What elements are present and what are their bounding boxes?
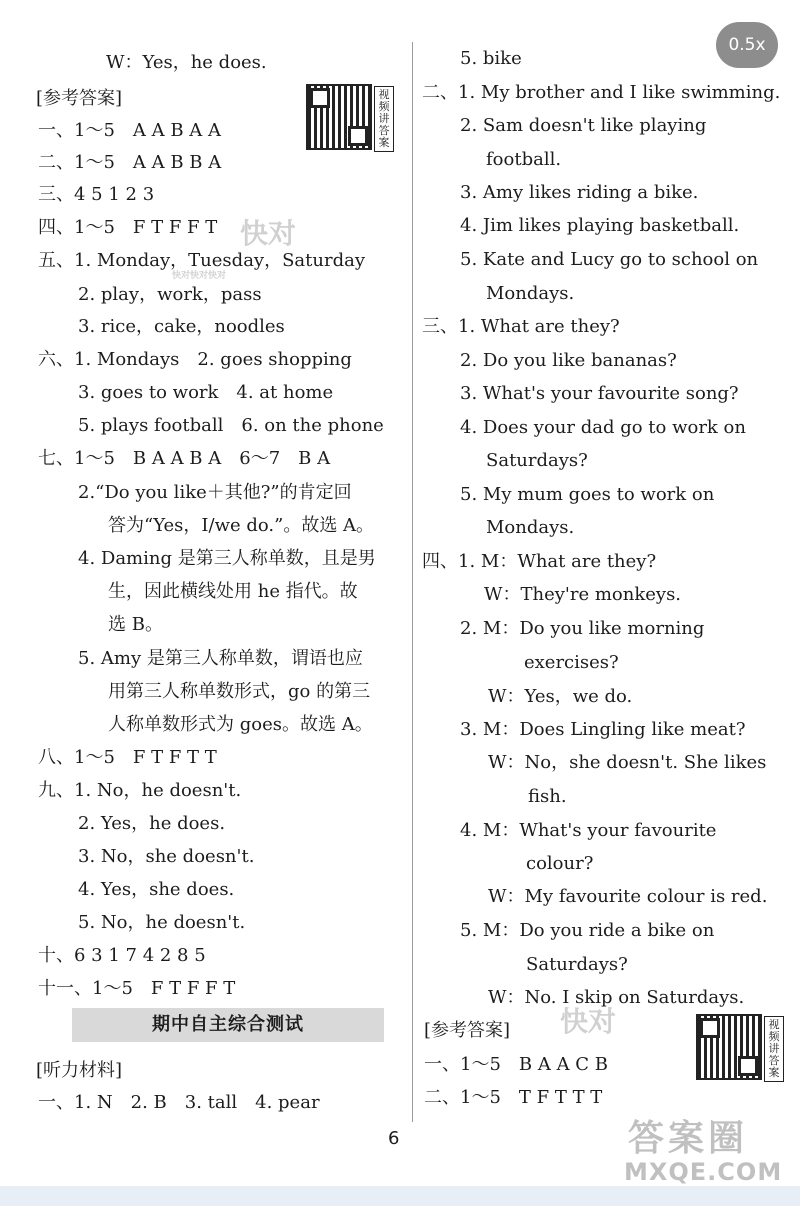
column-divider <box>412 42 413 1122</box>
answer-line: 5. plays football 6. on the phone <box>78 415 384 436</box>
answer-line: Saturdays? <box>486 450 588 471</box>
dialogue-line: W：No，she doesn't. She likes <box>488 752 767 773</box>
answer-line: 二、1. My brother and I like swimming. <box>422 82 781 103</box>
zoom-level-badge[interactable]: 0.5x <box>716 22 778 68</box>
right-column <box>418 0 800 1150</box>
dialogue-line: 2. M：Do you like morning <box>460 618 705 639</box>
explanation-line: 用第三人称单数形式，go 的第三 <box>108 681 371 702</box>
qr-video-label: 视频讲答案 <box>374 86 394 152</box>
site-watermark-chinese: 答案圈 <box>628 1118 749 1159</box>
answer-line: 三、1. What are they? <box>422 316 620 337</box>
page-number: 6 <box>388 1128 400 1149</box>
answer-line: 五、1. Monday，Tuesday，Saturday <box>38 250 366 271</box>
kuaidui-watermark: 快对 <box>240 217 297 250</box>
answer-line: 3. rice，cake，noodles <box>78 316 285 337</box>
site-watermark <box>620 1108 796 1190</box>
section-header-reference-answers: [参考答案] <box>36 88 123 109</box>
site-watermark-url: MXQE.COM <box>624 1158 783 1186</box>
kuaidui-small-watermark: 快对快对快对 <box>172 271 227 281</box>
answer-line: 5. Kate and Lucy go to school on <box>460 249 759 270</box>
answer-line: 一、1～5 B A A C B <box>424 1054 609 1075</box>
answer-line: 2. play，work，pass <box>78 284 262 305</box>
answer-line: 六、1. Mondays 2. goes shopping <box>38 349 352 370</box>
answer-line: 十一、1～5 F T F F T <box>38 978 236 999</box>
answer-line: Mondays. <box>486 517 575 538</box>
answer-line: 4. Yes，she does. <box>78 879 235 900</box>
dialogue-line: W：No. I skip on Saturdays. <box>488 987 745 1008</box>
answer-line: 一、1～5 A A B A A <box>38 120 222 141</box>
explanation-line: 选 B。 <box>108 614 163 635</box>
section-header-reference-answers: [参考答案] <box>424 1020 511 1041</box>
dialogue-line: 四、1. M：What are they? <box>422 551 657 572</box>
answer-line: 3. No，she doesn't. <box>78 846 255 867</box>
answer-line: 二、1～5 A A B B A <box>38 152 222 173</box>
answer-line: 4. Does your dad go to work on <box>460 417 746 438</box>
kuaidui-watermark: 快对 <box>560 1005 617 1038</box>
dialogue-line: 3. M：Does Lingling like meat? <box>460 719 746 740</box>
answer-line: 八、1～5 F T F T T <box>38 747 217 768</box>
answer-line: football. <box>486 149 562 170</box>
dialogue-line: W：They're monkeys. <box>484 584 682 605</box>
answer-line: 3. goes to work 4. at home <box>78 382 334 403</box>
dialogue-line: colour? <box>526 853 594 874</box>
explanation-line: 5. Amy 是第三人称单数，谓语也应 <box>78 648 363 669</box>
midterm-test-banner: 期中自主综合测试 <box>72 1008 384 1042</box>
answer-line: 5. No，he doesn't. <box>78 912 246 933</box>
answer-line: 5. My mum goes to work on <box>460 484 715 505</box>
explanation-line: 答为“Yes，I/we do.”。故选 A。 <box>108 515 375 536</box>
answer-line: 3. Amy likes riding a bike. <box>460 182 699 203</box>
answer-line: 十、6 3 1 7 4 2 8 5 <box>38 945 206 966</box>
answer-line: 2. Yes，he does. <box>78 813 226 834</box>
dialogue-line: W：Yes，we do. <box>488 686 633 707</box>
dialogue-line: W：My favourite colour is red. <box>488 886 768 907</box>
dialogue-line: exercises? <box>524 652 619 673</box>
explanation-line: 4. Daming 是第三人称单数，且是男 <box>78 548 376 569</box>
dialogue-line: 5. M：Do you ride a bike on <box>460 920 715 941</box>
answer-line: 四、1～5 F T F F T <box>38 217 218 238</box>
answer-line: 5. bike <box>460 48 522 69</box>
answer-line: 一、1. N 2. B 3. tall 4. pear <box>38 1092 320 1113</box>
explanation-line: 生，因此横线处用 he 指代。故 <box>108 581 358 602</box>
dialogue-line: fish. <box>528 786 567 807</box>
explanation-line: 2.“Do you like＋其他?”的肯定回 <box>78 482 352 503</box>
explanation-line: 人称单数形式为 goes。故选 A。 <box>108 714 373 735</box>
answer-line: 九、1. No，he doesn't. <box>38 780 242 801</box>
answer-line: 三、4 5 1 2 3 <box>38 184 155 205</box>
qr-code[interactable] <box>696 1014 762 1080</box>
qr-video-label: 视频讲答案 <box>764 1016 784 1082</box>
answer-line: W：Yes，he does. <box>106 52 267 73</box>
section-header-listening-material: [听力材料] <box>36 1060 123 1081</box>
dialogue-line: Saturdays? <box>526 954 628 975</box>
answer-line: 2. Sam doesn't like playing <box>460 115 707 136</box>
answer-line: 2. Do you like bananas? <box>460 350 677 371</box>
left-column <box>0 0 410 1150</box>
answer-line: 4. Jim likes playing basketball. <box>460 215 740 236</box>
answer-line: Mondays. <box>486 283 575 304</box>
dialogue-line: 4. M：What's your favourite <box>460 820 717 841</box>
footer-bar <box>0 1186 800 1206</box>
answer-line: 七、1～5 B A A B A 6～7 B A <box>38 448 331 469</box>
answer-line: 3. What's your favourite song? <box>460 383 739 404</box>
qr-code[interactable] <box>306 84 372 150</box>
answer-line: 二、1～5 T F T T T <box>424 1087 603 1108</box>
